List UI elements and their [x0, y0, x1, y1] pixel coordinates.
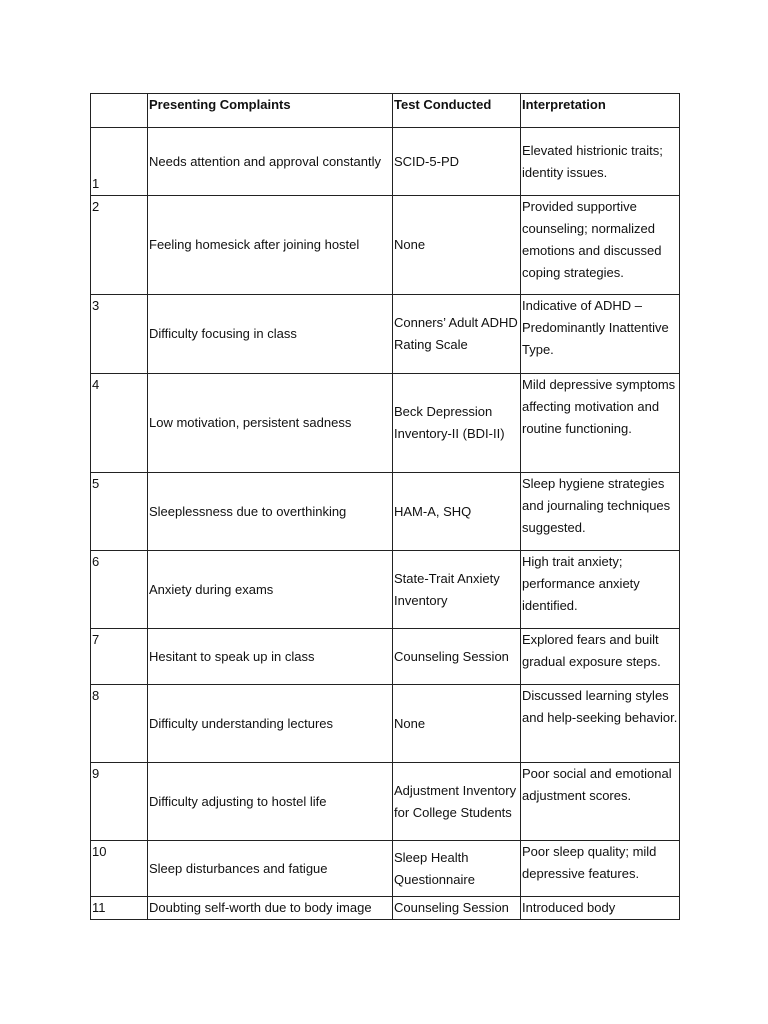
row-complaint: Difficulty understanding lectures — [148, 685, 393, 763]
row-complaint: Difficulty adjusting to hostel life — [148, 763, 393, 841]
row-interpretation: Sleep hygiene strategies and journaling techniques suggested. — [521, 473, 680, 551]
row-test: SCID-5-PD — [393, 128, 521, 196]
row-test: HAM-A, SHQ — [393, 473, 521, 551]
table-row — [91, 763, 680, 841]
row-number: 3 — [91, 295, 148, 374]
row-number: 11 — [91, 897, 148, 920]
table-row — [91, 196, 680, 295]
row-complaint: Difficulty focusing in class — [148, 295, 393, 374]
row-test: State-Trait Anxiety Inventory — [393, 551, 521, 629]
table-row — [91, 374, 680, 473]
header-presenting-complaints: Presenting Complaints — [148, 94, 393, 128]
row-interpretation: Discussed learning styles and help-seeking behavior. — [521, 685, 680, 763]
row-interpretation: High trait anxiety; performance anxiety identified. — [521, 551, 680, 629]
row-number: 9 — [91, 763, 148, 841]
header-interpretation: Interpretation — [521, 94, 680, 128]
table-row — [91, 897, 680, 920]
row-complaint: Needs attention and approval constantly — [148, 128, 393, 196]
row-number: 6 — [91, 551, 148, 629]
row-number: 8 — [91, 685, 148, 763]
table-row — [91, 473, 680, 551]
table-row — [91, 629, 680, 685]
row-test: Counseling Session — [393, 629, 521, 685]
table-header-row — [91, 94, 680, 128]
row-test: Counseling Session — [393, 897, 521, 920]
row-test: Sleep Health Questionnaire — [393, 841, 521, 897]
header-index — [91, 94, 148, 128]
row-test: None — [393, 196, 521, 295]
row-number: 10 — [91, 841, 148, 897]
row-interpretation: Poor sleep quality; mild depressive features. — [521, 841, 680, 897]
row-interpretation: Explored fears and built gradual exposure steps. — [521, 629, 680, 685]
row-complaint: Feeling homesick after joining hostel — [148, 196, 393, 295]
row-number: 5 — [91, 473, 148, 551]
row-number: 1 — [91, 128, 148, 196]
row-interpretation: Introduced body — [521, 897, 680, 920]
row-test: Beck Depression Inventory-II (BDI-II) — [393, 374, 521, 473]
row-complaint: Sleep disturbances and fatigue — [148, 841, 393, 897]
table-row — [91, 841, 680, 897]
table-row — [91, 128, 680, 196]
row-complaint: Doubting self-worth due to body image — [148, 897, 393, 920]
row-test: Adjustment Inventory for College Students — [393, 763, 521, 841]
row-number: 7 — [91, 629, 148, 685]
table-row — [91, 551, 680, 629]
row-interpretation: Indicative of ADHD – Predominantly Inattentive Type. — [521, 295, 680, 374]
row-complaint: Low motivation, persistent sadness — [148, 374, 393, 473]
row-number: 4 — [91, 374, 148, 473]
row-interpretation: Poor social and emotional adjustment scores. — [521, 763, 680, 841]
complaints-table — [90, 93, 680, 920]
row-complaint: Anxiety during exams — [148, 551, 393, 629]
table-row — [91, 685, 680, 763]
row-complaint: Hesitant to speak up in class — [148, 629, 393, 685]
row-test: None — [393, 685, 521, 763]
table-row — [91, 295, 680, 374]
row-test: Conners’ Adult ADHD Rating Scale — [393, 295, 521, 374]
row-interpretation: Elevated histrionic traits; identity issues. — [521, 128, 680, 196]
row-interpretation: Mild depressive symptoms affecting motivation and routine functioning. — [521, 374, 680, 473]
row-complaint: Sleeplessness due to overthinking — [148, 473, 393, 551]
header-test-conducted: Test Conducted — [393, 94, 521, 128]
row-number: 2 — [91, 196, 148, 295]
row-interpretation: Provided supportive counseling; normalized emotions and discussed coping strategies. — [521, 196, 680, 295]
